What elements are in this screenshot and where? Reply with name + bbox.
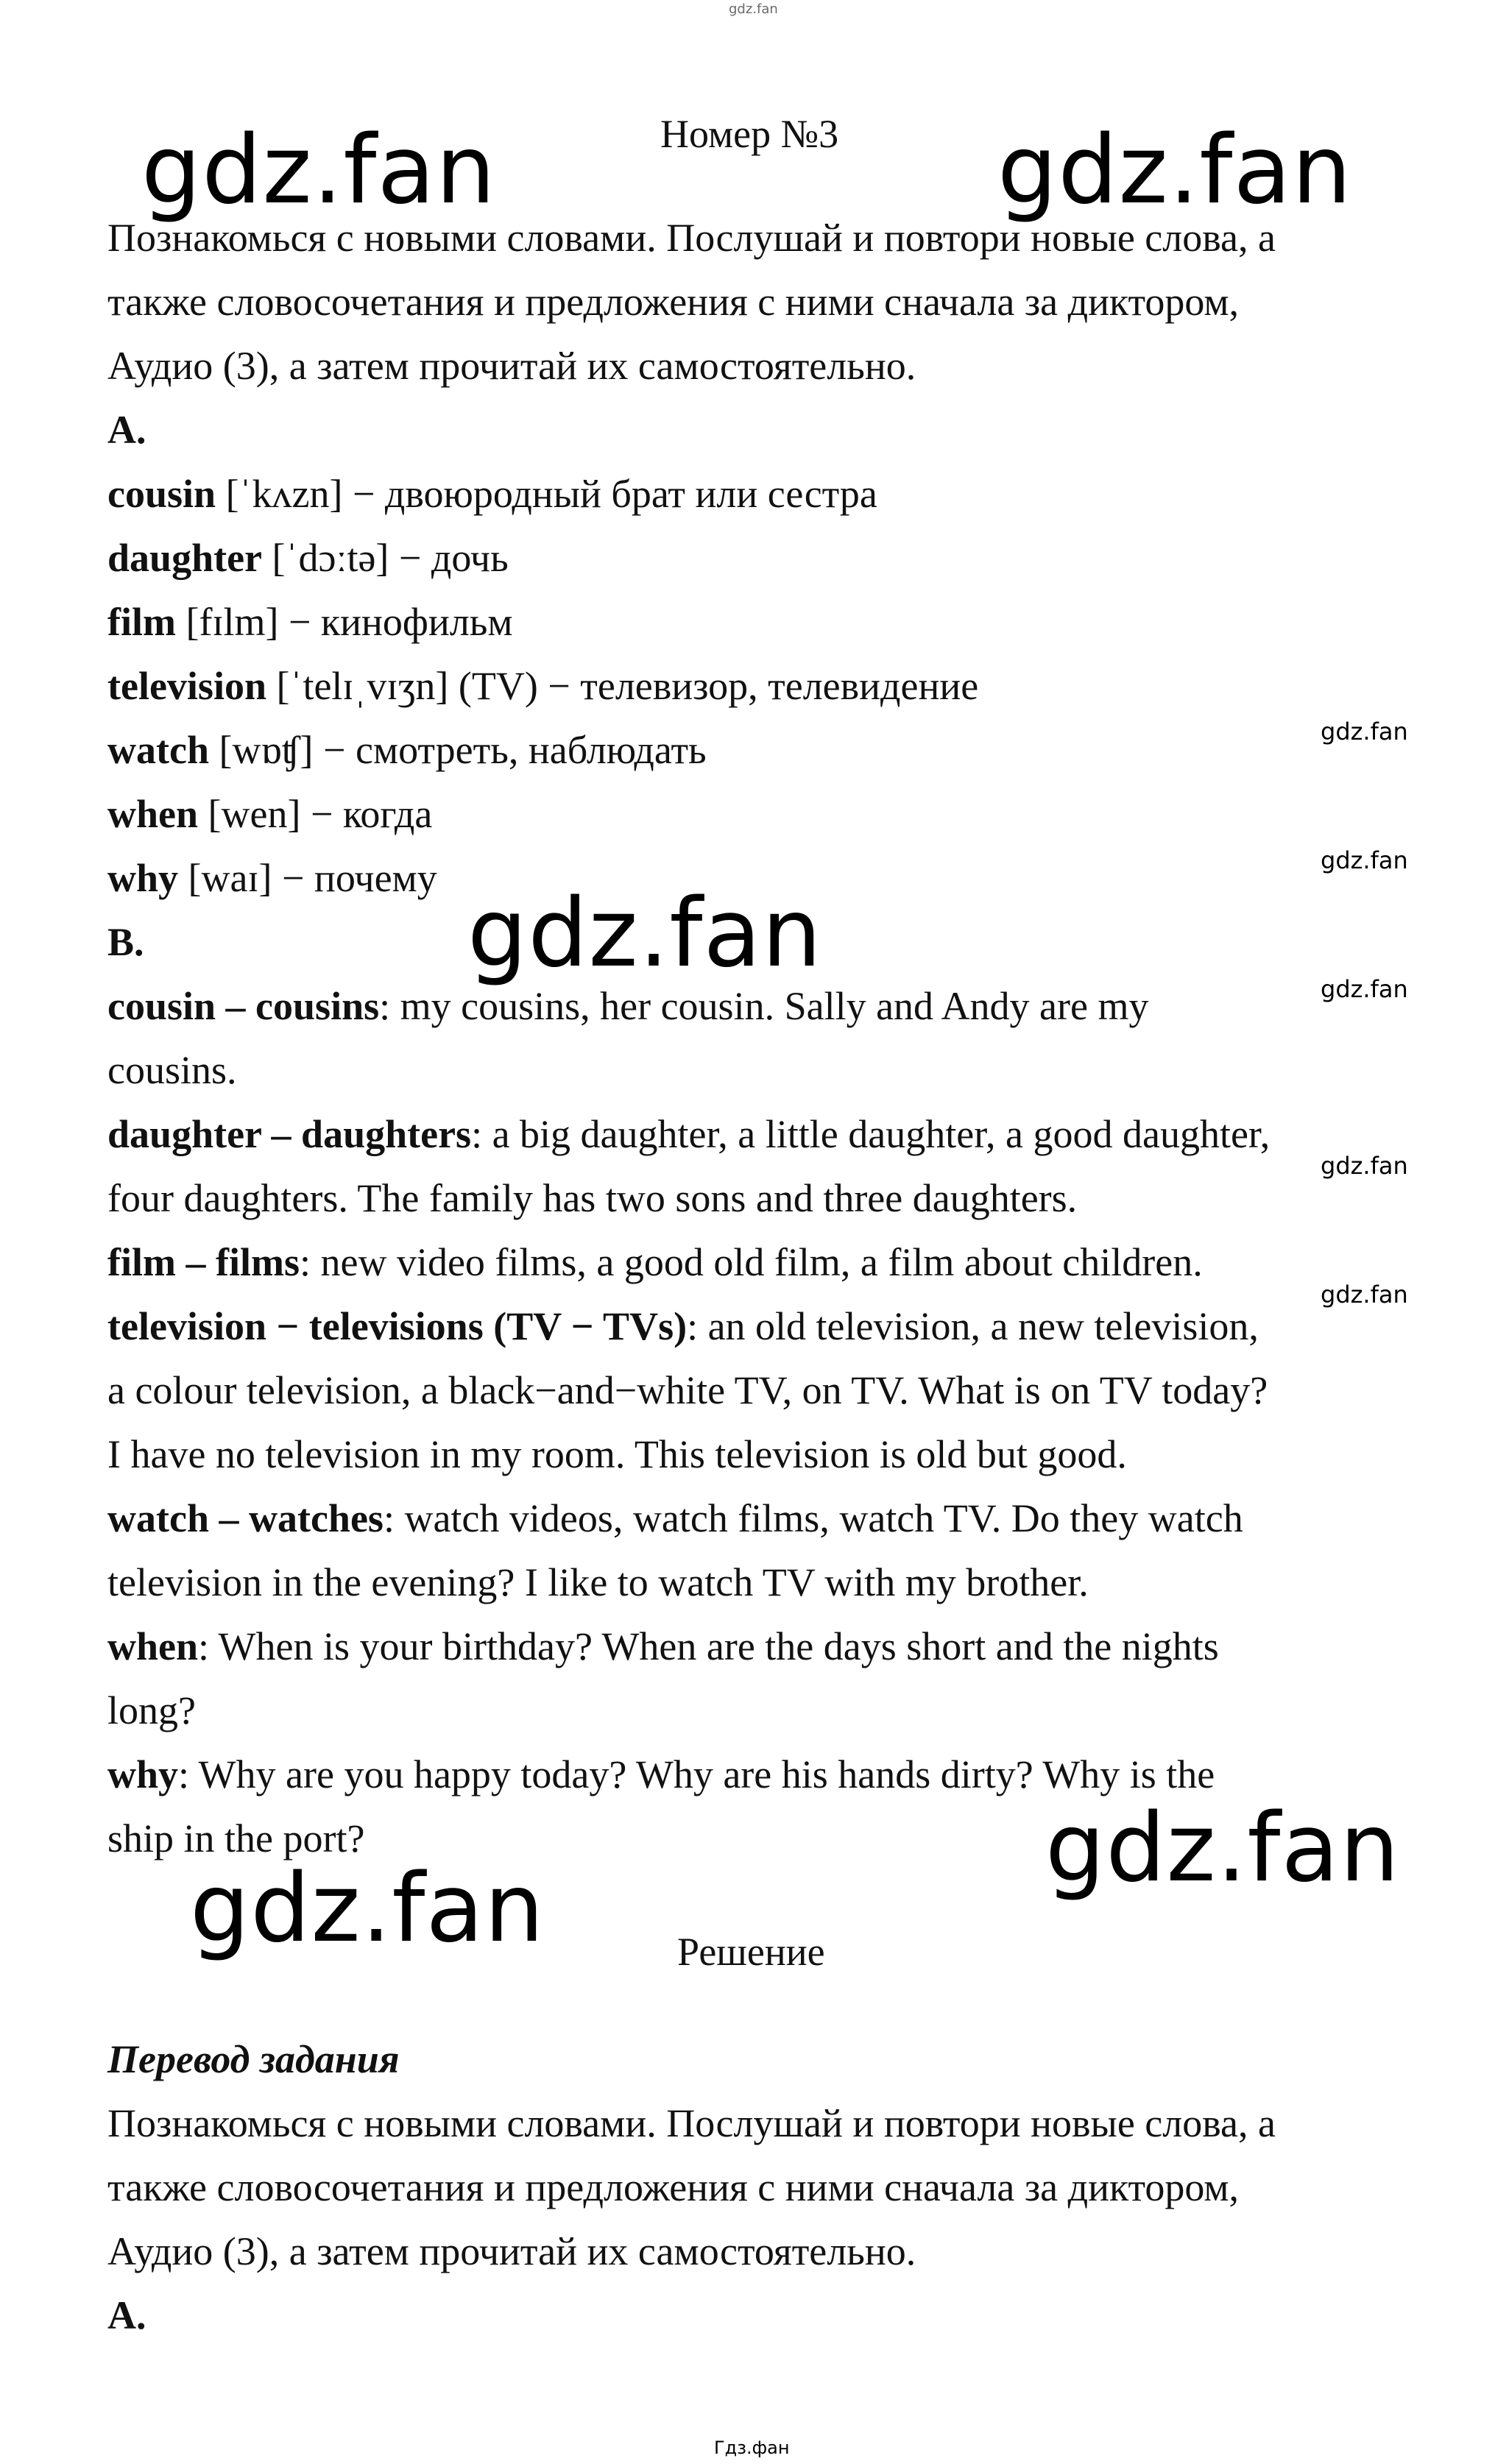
example-text: television in the evening? I like to watch TV with my brother. xyxy=(107,1560,1089,1604)
vocab-word: when xyxy=(107,792,199,836)
vocab-word: television xyxy=(107,664,266,708)
example-line xyxy=(107,1679,1425,1743)
vocab-definition: [ˈdɔːtə] − дочь xyxy=(262,536,509,580)
vocab-entry xyxy=(107,590,1425,654)
example-line xyxy=(107,1743,1425,1807)
vocab-definition: [ˈkʌzn] − двоюродный брат или сестра xyxy=(216,472,877,516)
example-line xyxy=(107,1551,1425,1615)
example-bold: film – films xyxy=(107,1240,300,1284)
watermark-large: gdz.fan xyxy=(190,1854,545,1964)
page-title: Номер №3 xyxy=(660,112,839,156)
vocab-word: film xyxy=(107,600,176,644)
example-text: : an old television, a new television, xyxy=(687,1304,1259,1348)
example-line xyxy=(107,1807,1425,1871)
vocab-definition: [ˈtelɪˌvɪʒn] (TV) − телевизор, телевидение xyxy=(266,664,979,708)
vocab-word: daughter xyxy=(107,536,263,580)
watermark-bottom: Гдз.фан xyxy=(714,2438,790,2458)
watermark-large: gdz.fan xyxy=(467,879,822,988)
example-line xyxy=(107,1423,1425,1487)
example-text: cousins. xyxy=(107,1048,237,1092)
example-text: : my cousins, her cousin. Sally and Andy are my xyxy=(379,984,1149,1028)
example-line xyxy=(107,1102,1425,1166)
example-line xyxy=(107,1038,1425,1102)
example-line xyxy=(107,1487,1425,1551)
example-bold: why xyxy=(107,1752,179,1796)
intro-line: Аудио (3), а затем прочитай их самостоятельно. xyxy=(107,344,916,388)
vocab-entry xyxy=(107,718,1425,782)
vocab-definition: [waɪ] − почему xyxy=(178,856,437,900)
vocab-word: watch xyxy=(107,728,209,772)
section-a-label: A. xyxy=(107,408,146,452)
example-bold: when xyxy=(107,1624,199,1668)
example-bold: daughter – daughters xyxy=(107,1112,472,1156)
watermark-small: gdz.fan xyxy=(1321,846,1408,874)
watermark-small: gdz.fan xyxy=(1321,718,1408,746)
solution-intro-line: Аудио (3), а затем прочитай их самостоятельно. xyxy=(107,2229,916,2273)
example-bold: watch – watches xyxy=(107,1496,384,1540)
intro-line: Познакомься с новыми словами. Послушай и повтори новые слова, а xyxy=(107,216,1276,260)
vocab-definition: [fɪlm] − кинофильм xyxy=(175,600,513,644)
section-b-label: B. xyxy=(107,920,144,964)
example-text: : When is your birthday? When are the days short and the nights xyxy=(198,1624,1219,1668)
example-line xyxy=(107,1231,1425,1295)
example-text: I have no television in my room. This television is old but good. xyxy=(107,1432,1127,1476)
watermark-small: gdz.fan xyxy=(1321,1152,1408,1180)
solution-intro-line: Познакомься с новыми словами. Послушай и повтори новые слова, а xyxy=(107,2101,1276,2145)
example-text: a colour television, a black−and−white TV, on TV. What is on TV today? xyxy=(107,1368,1268,1412)
example-line xyxy=(107,1359,1425,1423)
watermark-large: gdz.fan xyxy=(1045,1794,1400,1903)
example-text: : Why are you happy today? Why are his hands dirty? Why is the xyxy=(178,1752,1215,1796)
solution-intro-line: также словосочетания и предложения с ними сначала за диктором, xyxy=(107,2165,1240,2209)
watermark-small: gdz.fan xyxy=(1321,1281,1408,1309)
vocab-definition: [wɒʧ] − смотреть, наблюдать xyxy=(208,728,707,772)
example-line xyxy=(107,1615,1425,1679)
vocab-word: cousin xyxy=(107,472,216,516)
watermark-large: gdz.fan xyxy=(141,116,496,225)
example-line xyxy=(107,1295,1425,1359)
vocab-entry xyxy=(107,782,1425,846)
solution-section-a-label: A. xyxy=(107,2293,146,2337)
vocab-definition: [wen] − когда xyxy=(198,792,433,836)
example-text: : a big daughter, a little daughter, a good daughter, xyxy=(471,1112,1271,1156)
example-text: long? xyxy=(107,1688,196,1732)
example-text: ship in the port? xyxy=(107,1816,365,1861)
vocab-word: why xyxy=(107,856,179,900)
example-bold: television − televisions (TV − TVs) xyxy=(107,1304,688,1348)
intro-line: также словосочетания и предложения с ними сначала за диктором, xyxy=(107,280,1240,324)
example-text: : new video films, a good old film, a film about children. xyxy=(299,1240,1203,1284)
example-text: four daughters. The family has two sons and three daughters. xyxy=(107,1176,1078,1220)
vocab-entry xyxy=(107,846,1425,910)
solution-content xyxy=(107,2028,1425,2348)
example-bold: cousin – cousins xyxy=(107,984,380,1028)
example-line xyxy=(107,1166,1425,1231)
translation-heading: Перевод задания xyxy=(107,2037,400,2081)
vocab-entry xyxy=(107,526,1425,590)
example-text: : watch videos, watch films, watch TV. Do they watch xyxy=(383,1496,1243,1540)
task-content xyxy=(107,206,1425,1871)
watermark-small: gdz.fan xyxy=(1321,975,1408,1003)
solution-heading: Решение xyxy=(677,1930,825,1974)
example-line xyxy=(107,974,1425,1038)
vocab-entry xyxy=(107,654,1425,718)
watermark-large: gdz.fan xyxy=(997,116,1352,225)
vocab-entry xyxy=(107,462,1425,526)
watermark-top: gdz.fan xyxy=(729,1,778,17)
